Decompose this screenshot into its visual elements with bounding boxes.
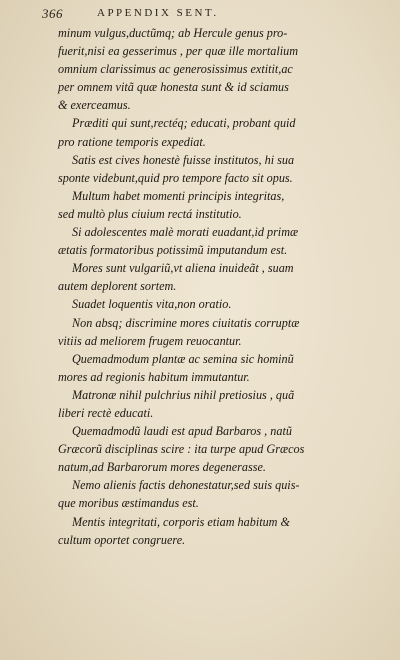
body-text — [58, 24, 378, 549]
text-line: omnium clarissimus ac generosissimus extitit,ac — [58, 62, 293, 77]
text-line: cultum oportet congruere. — [58, 532, 186, 547]
text-line: liberi rectè educati. — [58, 405, 154, 420]
text-line: sed multò plus ciuium rectá institutio. — [58, 206, 242, 221]
text-line: sponte videbunt,quid pro tempore facto sit opus. — [58, 170, 293, 185]
sentence-start-line: Si adolescentes malè morati euadant,id primæ — [72, 225, 299, 240]
sentence-start-line: Non absq; discrimine mores ciuitatis corruptæ — [72, 315, 300, 330]
text-line: que moribus æstimandus est. — [58, 496, 199, 511]
text-line: pro ratione temporis expediat. — [58, 134, 206, 149]
sentence-start-line: Nemo alienis factis dehonestatur,sed suis quis- — [72, 478, 300, 493]
text-line: natum,ad Barbarorum mores degenerasse. — [58, 460, 266, 475]
sentence-start-line: Quemadmodum plantæ ac semina sic hominũ — [72, 351, 294, 366]
sentence-start-line: Suadet loquentis vita,non oratio. — [72, 297, 232, 312]
text-line: per omnem vitã quæ honesta sunt & id sciamus — [58, 80, 289, 95]
text-line: vitiis ad meliorem frugem reuocantur. — [58, 333, 242, 348]
sentence-start-line: Satis est cives honestè fuisse institutos, hi sua — [72, 152, 295, 167]
page-header — [42, 6, 380, 22]
text-line: autem deplorent sortem. — [58, 279, 177, 294]
sentence-start-line: Quemadmodũ laudi est apud Barbaros , natũ — [72, 424, 292, 439]
sentence-start-line: Mentis integritati, corporis etiam habitum & — [72, 514, 291, 529]
sentence-start-line: Mores sunt vulgariũ,vt aliena inuideãt , suam — [72, 261, 294, 276]
sentence-start-line: Multum habet momenti principis integritas, — [72, 188, 285, 203]
running-head: APPENDIX SENT. — [97, 7, 219, 19]
sentence-start-line: Præditi qui sunt,rectéq; educati, probant quid — [72, 116, 296, 131]
text-line: mores ad regionis habitum immutantur. — [58, 369, 250, 384]
text-line: fuerit,nisi ea gesserimus , per quæ ille mortalium — [58, 44, 299, 59]
sentence-start-line: Matronæ nihil pulchrius nihil pretiosius , quã — [72, 387, 295, 402]
text-line: Græcorũ disciplinas scire : ita turpe apud Græcos — [58, 442, 305, 457]
text-line: ætatis formatoribus potissimũ imputandum est. — [58, 243, 288, 258]
page-number: 366 — [42, 6, 63, 21]
text-line: minum vulgus,ductũmq; ab Hercule genus pro- — [58, 26, 288, 40]
text-line: & exerceamus. — [58, 98, 131, 113]
